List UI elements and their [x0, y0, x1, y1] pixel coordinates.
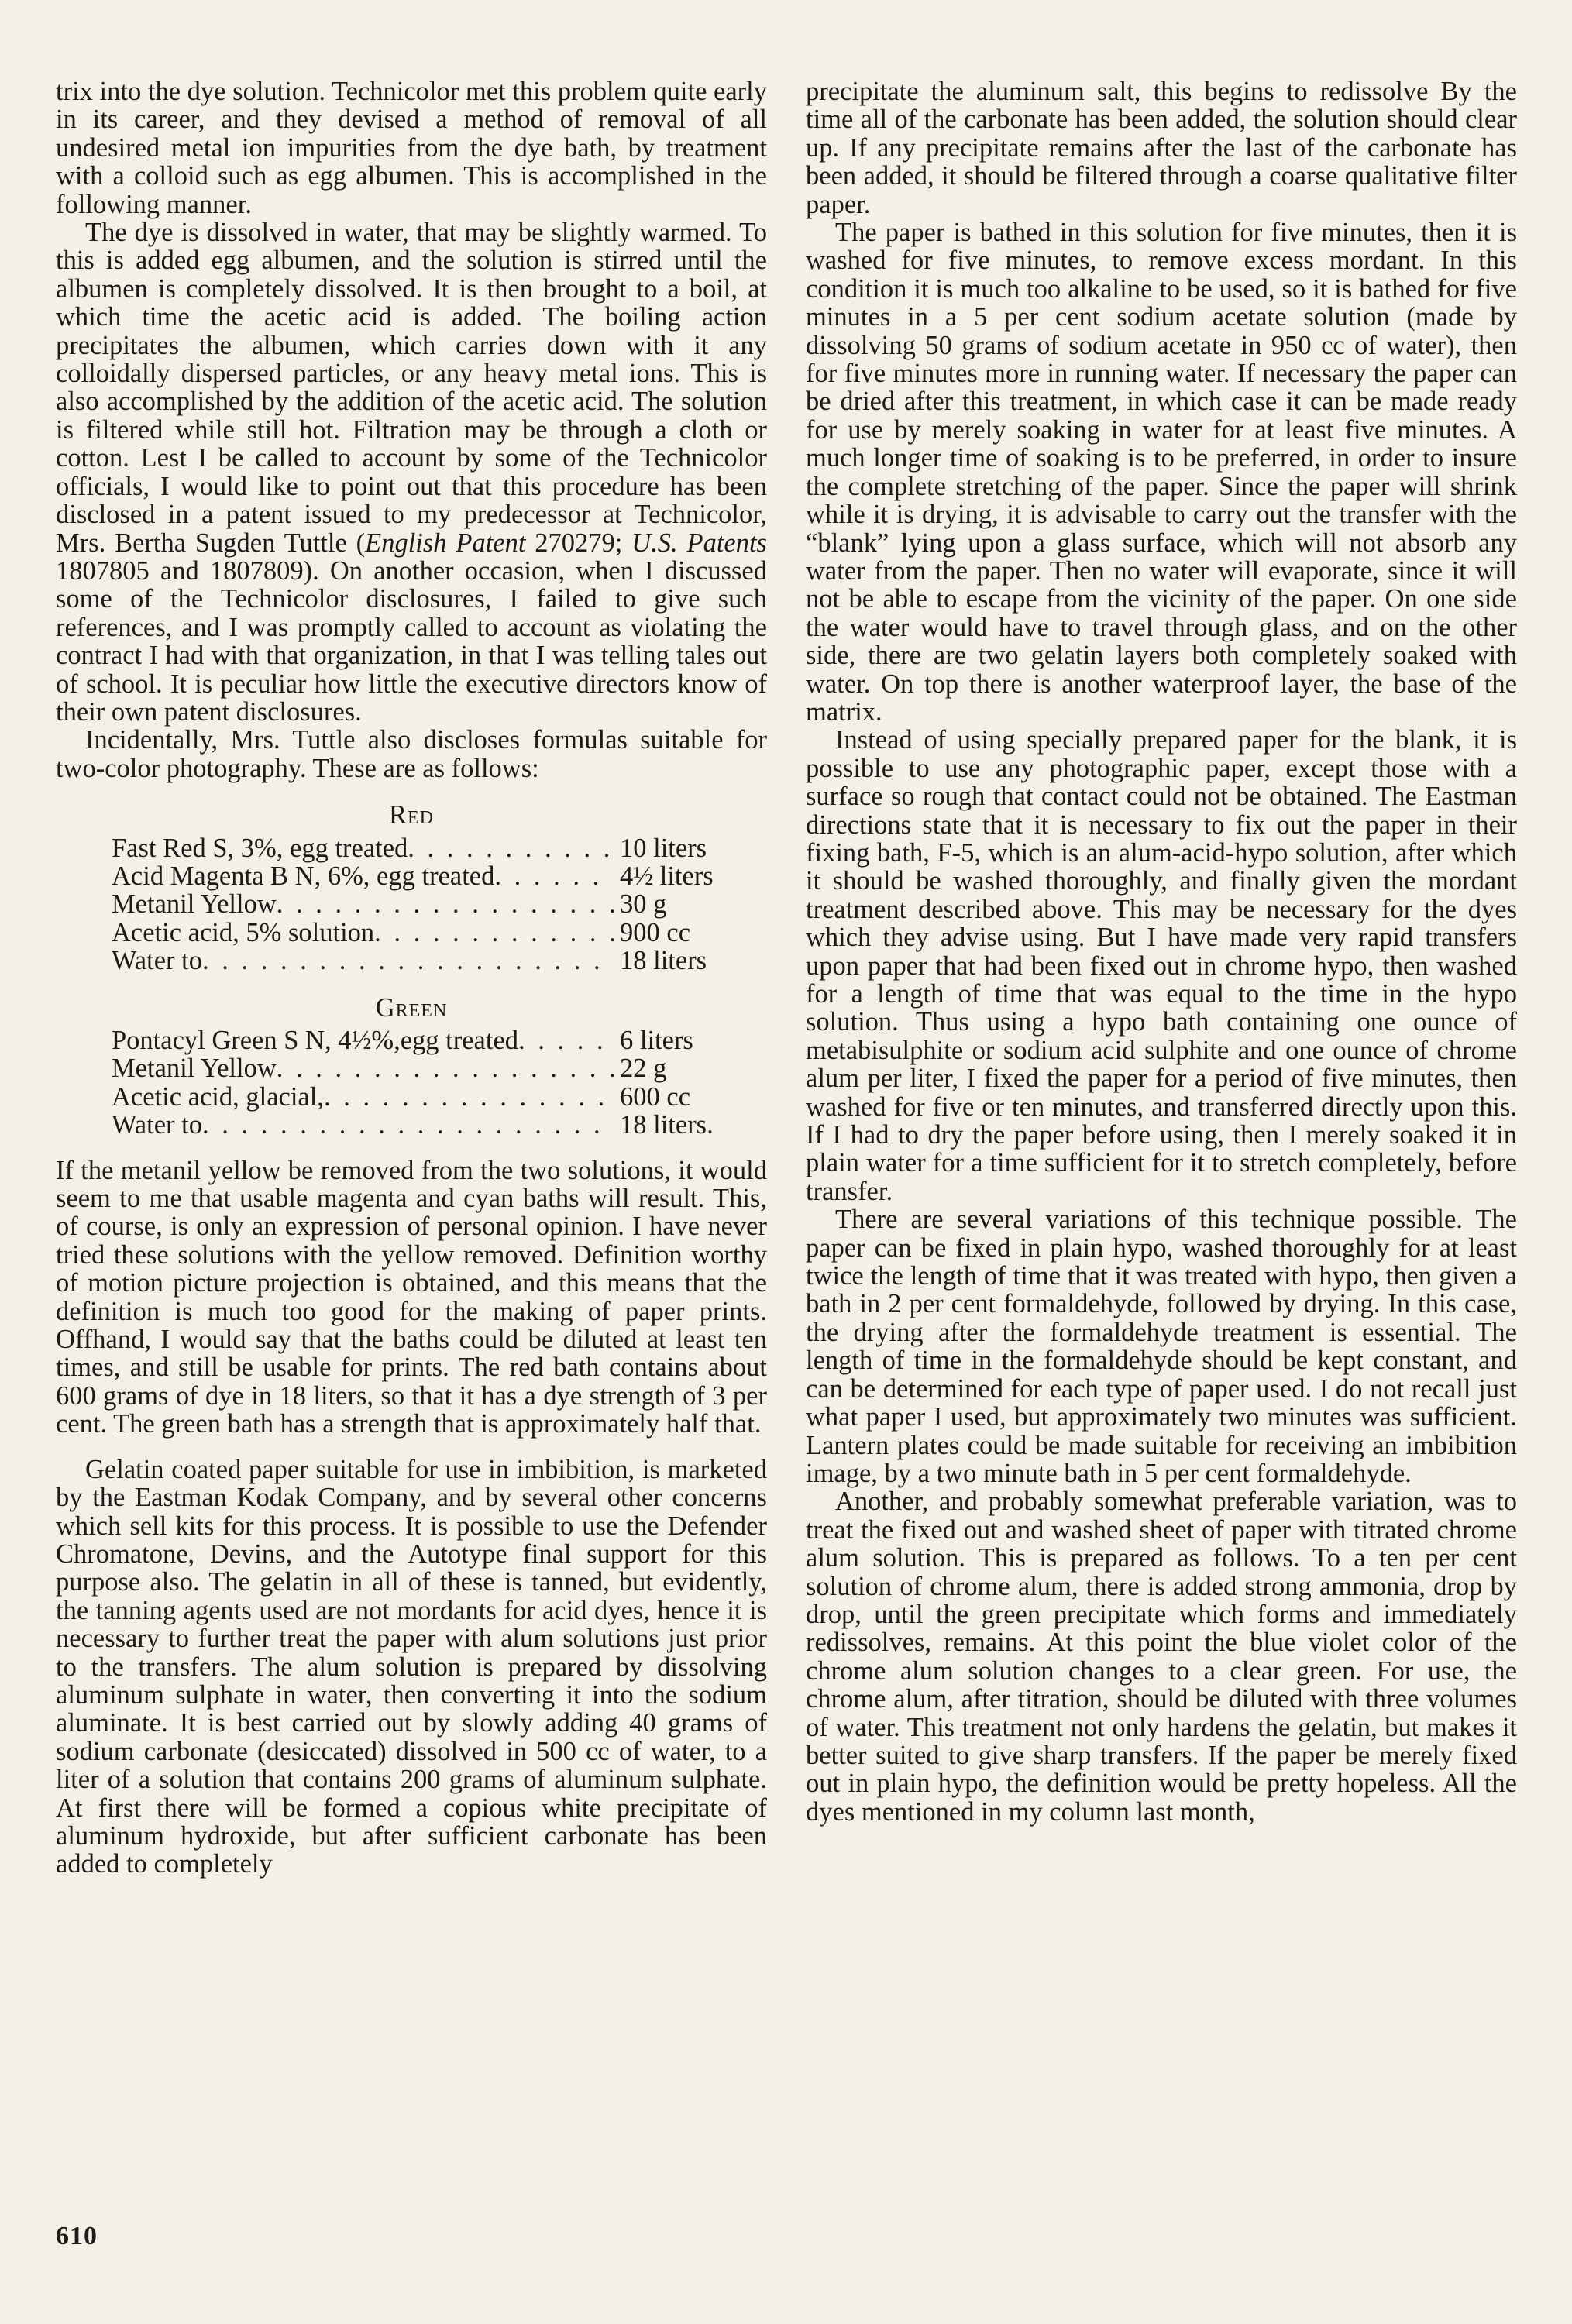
page-number: 610: [56, 2222, 98, 2250]
formula-row: Acid Magenta B N, 6%, egg treated . . . 4½ liters: [112, 862, 736, 890]
paragraph: Incidentally, Mrs. Tuttle also discloses formulas suitable for two-color photography. These are as follows:: [56, 725, 767, 783]
paragraph: Another, and probably somewhat preferable variation, was to treat the fixed out and washed sheet of paper with titrated chrome alum solution. This is prepared as follows. To a ten per cent solution of chrome alum, there is added strong ammonia, drop by drop, until the green precipitate which forms and immediately redissolves, remains. At this point the blue violet color of the chrome alum solution changes to a clear green. For use, the chrome alum, after titration, should be diluted with three volumes of water. This treatment not only hardens the gelatin, but makes it better suited to give sharp transfers. If the paper be merely fixed out in plain hypo, the definition would be pretty hopeless. All the dyes mentioned in my column last month,: [806, 1487, 1517, 1827]
paragraph: trix into the dye solution. Technicolor met this problem quite early in its career, and they devised a method of removal of all undesired metal ion impurities from the dye bath, by treatment with a colloid such as egg albumen. This is accomplished in the following manner.: [56, 77, 767, 219]
formula-row: Water to . . . 18 liters.: [112, 1111, 736, 1139]
red-formula: [112, 834, 736, 975]
paragraph: The dye is dissolved in water, that may be slightly warmed. To this is added egg albumen, and the solution is stirred until the albumen is completely dissolved. It is then brought to a boil, at which time the acetic acid is added. The boiling action precipitates the albumen, which carries down with it any colloidally dispersed particles, or any heavy metal ions. This is also accomplished by the addition of the acetic acid. The solution is filtered while still hot. Filtration may be through a cloth or cotton. Lest I be called to account by some of the Technicolor officials, I would like to point out that this procedure has been disclosed in a patent issued to my predecessor at Technicolor, Mrs. Bertha Sugden Tuttle (English Patent 270279; U.S. Patents 1807805 and 1807809). On another occasion, when I discussed some of the Technicolor disclosures, I failed to give such references, and I was promptly called to account as violating the contract I had with that organization, in that I was telling tales out of school. It is peculiar how little the executive directors know of their own patent disclosures.: [56, 218, 767, 727]
formula-row: Acetic acid, glacial, . . . 600 cc: [112, 1083, 736, 1111]
paragraph: The paper is bathed in this solution for five minutes, then it is washed for five minutes, to remove excess mordant. In this condition it is much too alkaline to be used, so it is bathed for five minutes in a 5 per cent sodium acetate solution (made by dissolving 50 grams of sodium acetate in 950 cc of water), then for five minutes more in running water. If necessary the paper can be dried after this treatment, in which case it can be made ready for use by merely soaking in water for at least five minutes. A much longer time of soaking is to be preferred, in order to insure the complete stretching of the paper. Since the paper will shrink while it is drying, it is advisable to carry out the transfer with the “blank” lying upon a glass surface, which will not absorb any water from the paper. Then no water will evaporate, since it will not be able to escape from the vicinity of the paper. On one side the water would have to travel through glass, and on the other side, there are two gelatin layers both completely soaked with water. On top there is another waterproof layer, the base of the matrix.: [806, 218, 1517, 727]
formula-row: Metanil Yellow . . . 30 g: [112, 890, 736, 918]
red-formula-title: Red: [388, 800, 434, 830]
paragraph: If the metanil yellow be removed from the two solutions, it would seem to me that usable magenta and cyan baths will result. This, of course, is only an expression of personal opinion. I have never tried these solutions with the yellow removed. Definition worthy of motion picture projection is obtained, and this means that the definition is much too good for the making of paper prints. Offhand, I would say that the baths could be diluted at least ten times, and still be usable for prints. The red bath contains about 600 grams of dye in 18 liters, so that it has a dye strength of 3 per cent. The green bath has a strength that is approximately half that.: [56, 1155, 767, 1439]
paragraph: There are several variations of this technique possible. The paper can be fixed in plain hypo, washed thoroughly for at least twice the length of time that it was treated with hypo, then given a bath in 2 per cent formaldehyde, followed by drying. In this case, the drying after the formaldehyde treatment is essential. The length of time in the formaldehyde should be kept constant, and can be determined for each type of paper used. I do not recall just what paper I used, but approximately two minutes was sufficient. Lantern plates could be made suitable for receiving an imbibition image, by a two minute bath in 5 per cent formaldehyde.: [806, 1205, 1517, 1488]
formula-row: Metanil Yellow . . . 22 g: [112, 1054, 736, 1082]
green-formula-title: Green: [375, 992, 448, 1023]
left-column: [56, 77, 767, 1879]
green-formula: [112, 1026, 736, 1140]
paragraph: precipitate the aluminum salt, this begins to redissolve By the time all of the carbonate has been added, the solution should clear up. If any precipitate remains after the last of the carbonate has been added, it should be filtered through a coarse qualitative filter paper.: [806, 77, 1517, 219]
formula-row: Fast Red S, 3%, egg treated . . . 10 liters: [112, 834, 736, 862]
right-column: [806, 77, 1517, 1826]
formula-row: Acetic acid, 5% solution . . . 900 cc: [112, 919, 736, 947]
paragraph: Instead of using specially prepared paper for the blank, it is possible to use any photographic paper, except those with a surface so rough that contact could not be obtained. The Eastman directions state that it is necessary to fix out the paper in their fixing bath, F-5, which is an alum-acid-hypo solution, after which it should be washed thoroughly, and finally given the mordant treatment described above. This may be necessary for the dyes which they advise using. But I have made very rapid transfers upon paper that had been fixed out in chrome hypo, then washed for a length of time that was equal to the time in the hypo solution. Thus using a hypo bath containing one ounce of metabisulphite or sodium acid sulphite and one ounce of chrome alum per liter, I fixed the paper for a period of five minutes, then washed for five or ten minutes, and transferred directly upon this. If I had to dry the paper before using, then I merely soaked it in plain water for a time sufficient for it to stretch completely, before transfer.: [806, 725, 1517, 1206]
formula-row: Water to . . . 18 liters: [112, 947, 736, 975]
paragraph: Gelatin coated paper suitable for use in imbibition, is marketed by the Eastman Kodak Company, and by several other concerns which sell kits for this process. It is possible to use the Defender Chromatone, Devins, and the Autotype final support for this purpose also. The gelatin in all of these is tanned, but evidently, the tanning agents used are not mordants for acid dyes, hence it is necessary to further treat the paper with alum solutions just prior to the transfers. The alum solution is prepared by dissolving aluminum sulphate in water, then converting it into the sodium aluminate. It is best carried out by slowly adding 40 grams of sodium carbonate (desiccated) dissolved in 500 cc of water, to a liter of a solution that contains 200 grams of aluminum sulphate. At first there will be formed a copious white precipitate of aluminum hydroxide, but after sufficient carbonate has been added to completely: [56, 1454, 767, 1879]
formula-row: Pontacyl Green S N, 4½%,egg treated . . . 6 liters: [112, 1026, 736, 1054]
